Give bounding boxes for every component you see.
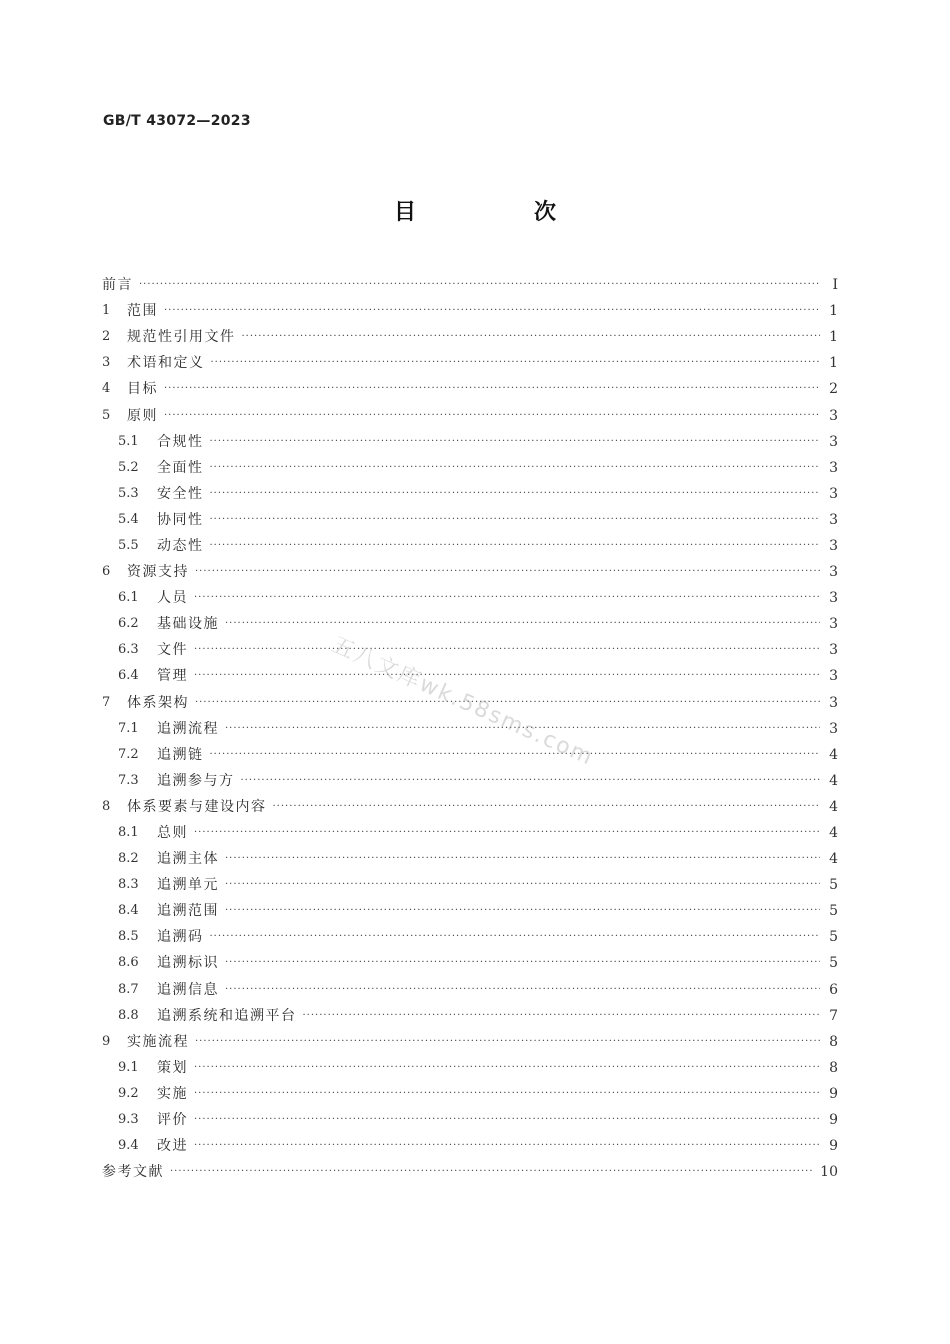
toc-entry[interactable] <box>102 481 838 507</box>
toc-leader-dots <box>194 1055 820 1081</box>
toc-entry-label: 策划 <box>157 1059 188 1076</box>
toc-entry-number: 5.3 <box>118 485 139 501</box>
toc-leader-dots <box>194 1133 820 1159</box>
toc-entry-number: 7.3 <box>118 772 139 788</box>
toc-entry-label: 改进 <box>157 1138 188 1155</box>
toc-entry-page: 4 <box>829 851 838 868</box>
toc-entry-label: 原则 <box>127 407 158 424</box>
toc-entry-number: 8.7 <box>118 981 139 997</box>
toc-leader-dots <box>303 1003 821 1029</box>
toc-entry[interactable] <box>102 637 838 663</box>
toc-leader-dots <box>194 585 820 611</box>
toc-entry-label: 合规性 <box>157 433 204 450</box>
toc-entry[interactable] <box>102 1029 838 1055</box>
toc-entry-label: 实施 <box>157 1085 188 1102</box>
toc-entry-page: 3 <box>829 720 838 737</box>
toc-entry[interactable] <box>102 898 838 924</box>
toc-entry-number: 8.3 <box>118 877 139 893</box>
toc-entry[interactable] <box>102 585 838 611</box>
toc-leader-dots <box>194 820 820 846</box>
toc-entry-number: 6.3 <box>118 642 139 658</box>
toc-leader-dots <box>211 350 821 376</box>
toc-entry-page: 9 <box>829 1112 838 1129</box>
toc-leader-dots <box>194 1081 820 1107</box>
toc-entry-label: 人员 <box>157 590 188 607</box>
toc-entry-page: 3 <box>829 407 838 424</box>
toc-entry-label: 文件 <box>157 642 188 659</box>
toc-entry-label: 追溯链 <box>157 746 204 763</box>
toc-entry[interactable] <box>102 350 838 376</box>
toc-entry[interactable] <box>102 872 838 898</box>
toc-entry-page: 3 <box>829 668 838 685</box>
toc-leader-dots <box>225 977 820 1003</box>
toc-leader-dots <box>195 559 820 585</box>
toc-entry-page: 3 <box>829 433 838 450</box>
toc-leader-dots <box>194 637 820 663</box>
toc-entry-page: 9 <box>829 1138 838 1155</box>
toc-entry[interactable] <box>102 768 838 794</box>
toc-entry-page: 5 <box>829 903 838 920</box>
toc-entry-number: 8.5 <box>118 929 139 945</box>
toc-entry-number: 5.4 <box>118 511 139 527</box>
toc-entry[interactable] <box>102 324 838 350</box>
toc-entry-label: 总则 <box>157 825 188 842</box>
toc-entry-number: 9 <box>102 1033 111 1049</box>
toc-entry[interactable] <box>102 298 838 324</box>
toc-entry-page: 3 <box>829 537 838 554</box>
toc-entry-label: 实施流程 <box>127 1033 189 1050</box>
toc-entry-page: 5 <box>829 929 838 946</box>
toc-leader-dots <box>210 742 821 768</box>
toc-entry-number: 7 <box>102 694 111 710</box>
toc-leader-dots <box>164 403 820 429</box>
toc-entry[interactable] <box>102 846 838 872</box>
toc-entry-label: 全面性 <box>157 459 204 476</box>
toc-entry-page: 1 <box>829 303 838 320</box>
toc-entry-label: 前言 <box>102 277 133 294</box>
toc-entry-number: 8 <box>102 798 111 814</box>
toc-entry-label: 目标 <box>127 381 158 398</box>
toc-entry[interactable] <box>102 977 838 1003</box>
toc-entry-label: 资源支持 <box>127 564 189 581</box>
toc-leader-dots <box>210 924 821 950</box>
toc-entry-page: Ⅰ <box>832 277 838 294</box>
page-title: 目 次 <box>393 200 604 225</box>
toc-entry[interactable] <box>102 1159 838 1185</box>
toc-entry-page: 3 <box>829 590 838 607</box>
toc-entry-number: 6.4 <box>118 668 139 684</box>
toc-leader-dots <box>242 324 821 350</box>
toc-entry[interactable] <box>102 1133 838 1159</box>
toc-entry-page: 3 <box>829 459 838 476</box>
toc-leader-dots <box>273 794 821 820</box>
toc-entry-label: 追溯主体 <box>157 851 219 868</box>
toc-entry-page: 4 <box>829 798 838 815</box>
toc-entry[interactable] <box>102 533 838 559</box>
toc-entry-number: 6.1 <box>118 590 139 606</box>
toc-entry-page: 5 <box>829 877 838 894</box>
watermark: 五八文库wk.58sms.com <box>327 632 598 771</box>
toc-entry-label: 安全性 <box>157 485 204 502</box>
toc-leader-dots <box>194 1107 820 1133</box>
toc-entry-number: 7.1 <box>118 720 139 736</box>
toc-entry-number: 9.3 <box>118 1112 139 1128</box>
toc-entry-page: 3 <box>829 485 838 502</box>
toc-entry-number: 2 <box>102 329 111 345</box>
toc-entry[interactable] <box>102 950 838 976</box>
toc-entry-number: 7.2 <box>118 746 139 762</box>
toc-entry-number: 9.2 <box>118 1085 139 1101</box>
toc-entry[interactable] <box>102 429 838 455</box>
toc-entry[interactable] <box>102 1107 838 1133</box>
toc-leader-dots <box>164 298 820 324</box>
toc-entry-number: 5.2 <box>118 459 139 475</box>
toc-entry-page: 10 <box>820 1164 838 1181</box>
toc-entry-label: 追溯系统和追溯平台 <box>157 1007 297 1024</box>
toc-entry-number: 6 <box>102 564 111 580</box>
toc-entry-page: 9 <box>829 1085 838 1102</box>
toc-entry[interactable] <box>102 376 838 402</box>
toc-entry-number: 1 <box>102 303 111 319</box>
toc-entry-label: 追溯范围 <box>157 903 219 920</box>
toc-leader-dots <box>225 611 820 637</box>
toc-entry-number: 8.1 <box>118 825 139 841</box>
standard-number: GB/T 43072—2023 <box>103 113 251 129</box>
toc-entry-page: 3 <box>829 564 838 581</box>
toc-leader-dots <box>210 481 821 507</box>
toc-entry-label: 基础设施 <box>157 616 219 633</box>
toc-entry[interactable] <box>102 402 838 428</box>
toc-leader-dots <box>170 1159 812 1185</box>
toc-leader-dots <box>210 429 821 455</box>
toc-leader-dots <box>164 376 820 402</box>
toc-entry-label: 追溯单元 <box>157 877 219 894</box>
toc-entry-label: 协同性 <box>157 511 204 528</box>
toc-entry-label: 评价 <box>157 1112 188 1129</box>
toc-entry-label: 参考文献 <box>102 1164 164 1181</box>
toc-entry-number: 8.4 <box>118 903 139 919</box>
toc-entry-number: 3 <box>102 355 111 371</box>
toc-leader-dots <box>210 507 821 533</box>
toc-leader-dots <box>210 455 821 481</box>
toc-entry-number: 8.8 <box>118 1007 139 1023</box>
toc-entry-label: 规范性引用文件 <box>127 329 236 346</box>
toc-entry-label: 体系架构 <box>127 694 189 711</box>
toc-entry[interactable] <box>102 611 838 637</box>
toc-entry-number: 5 <box>102 407 111 423</box>
toc-entry-page: 7 <box>829 1007 838 1024</box>
toc-entry-label: 追溯流程 <box>157 720 219 737</box>
toc-entry-label: 追溯信息 <box>157 981 219 998</box>
toc-leader-dots <box>225 872 820 898</box>
toc-leader-dots <box>225 846 820 872</box>
toc-entry-label: 追溯码 <box>157 929 204 946</box>
toc-entry[interactable] <box>102 742 838 768</box>
toc-entry-page: 8 <box>829 1059 838 1076</box>
toc-entry[interactable] <box>102 559 838 585</box>
toc-entry-label: 动态性 <box>157 537 204 554</box>
toc-entry-page: 3 <box>829 511 838 528</box>
toc-entry[interactable] <box>102 924 838 950</box>
toc-entry-page: 3 <box>829 616 838 633</box>
toc-leader-dots <box>241 768 821 794</box>
toc-leader-dots <box>194 663 820 689</box>
toc-entry-number: 8.6 <box>118 955 139 971</box>
toc-entry[interactable] <box>102 272 838 298</box>
toc-leader-dots <box>139 272 820 298</box>
toc-entry-number: 5.1 <box>118 433 139 449</box>
toc-entry-page: 1 <box>829 329 838 346</box>
toc-entry-number: 9.4 <box>118 1138 139 1154</box>
toc-leader-dots <box>210 533 821 559</box>
toc-entry-page: 4 <box>829 772 838 789</box>
toc-entry-label: 体系要素与建设内容 <box>127 798 267 815</box>
toc-entry-label: 范围 <box>127 303 158 320</box>
toc-entry[interactable] <box>102 794 838 820</box>
toc-entry-number: 4 <box>102 381 111 397</box>
toc-entry[interactable] <box>102 1055 838 1081</box>
toc-entry[interactable] <box>102 820 838 846</box>
table-of-contents <box>102 272 838 1185</box>
toc-entry-page: 2 <box>829 381 838 398</box>
toc-entry-page: 8 <box>829 1033 838 1050</box>
toc-entry[interactable] <box>102 1003 838 1029</box>
toc-entry[interactable] <box>102 507 838 533</box>
toc-entry[interactable] <box>102 455 838 481</box>
toc-entry-label: 追溯参与方 <box>157 772 235 789</box>
toc-leader-dots <box>225 898 820 924</box>
toc-leader-dots <box>225 950 820 976</box>
toc-entry-page: 5 <box>829 955 838 972</box>
toc-entry-page: 3 <box>829 694 838 711</box>
toc-entry-number: 6.2 <box>118 616 139 632</box>
toc-leader-dots <box>195 1029 820 1055</box>
toc-entry-label: 管理 <box>157 668 188 685</box>
toc-entry-page: 1 <box>829 355 838 372</box>
toc-entry-page: 6 <box>829 981 838 998</box>
toc-entry-page: 3 <box>829 642 838 659</box>
toc-entry-page: 4 <box>829 746 838 763</box>
toc-entry-number: 8.2 <box>118 851 139 867</box>
toc-entry-label: 术语和定义 <box>127 355 205 372</box>
toc-entry-page: 4 <box>829 825 838 842</box>
toc-entry-label: 追溯标识 <box>157 955 219 972</box>
toc-entry-number: 9.1 <box>118 1059 139 1075</box>
toc-entry[interactable] <box>102 1081 838 1107</box>
toc-entry-number: 5.5 <box>118 537 139 553</box>
